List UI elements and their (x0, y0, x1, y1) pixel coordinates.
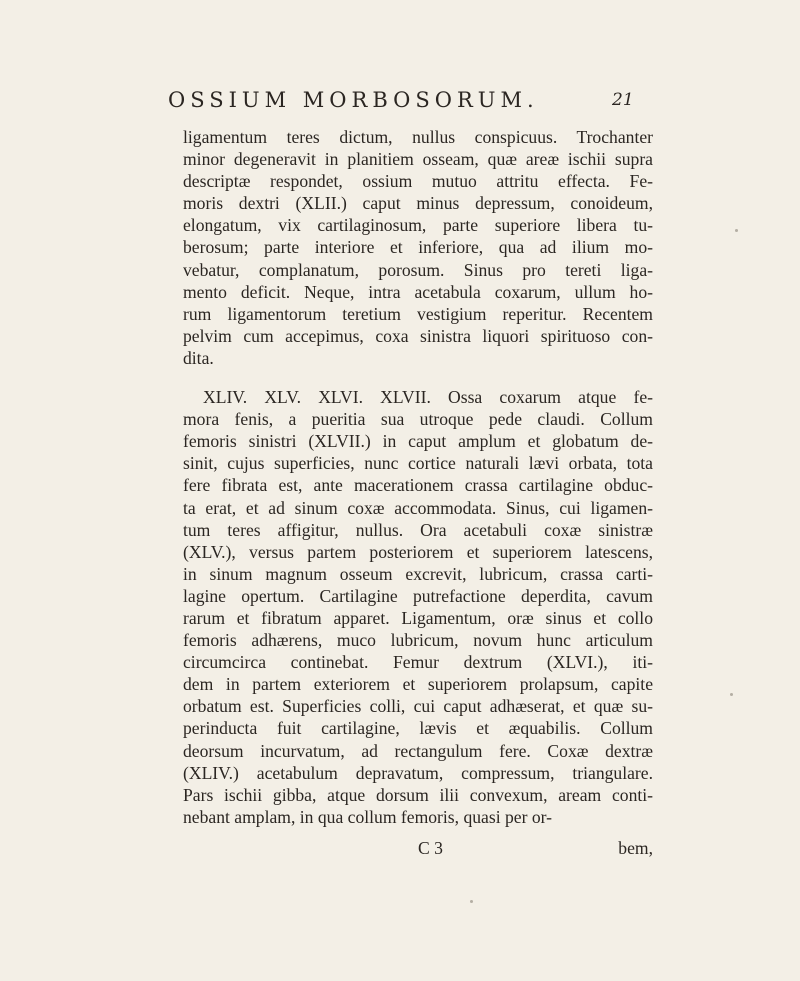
text-line: deorsum incurvatum, ad rectangulum fere. Coxæ dextræ (183, 740, 653, 761)
text-line: moris dextri (XLII.) caput minus depressum, conoideum, (183, 193, 653, 214)
text-line: pelvim cum accepimus, coxa sinistra liquori spirituoso con- (183, 325, 653, 346)
text-line: berosum; parte interiore et inferiore, qua ad ilium mo- (183, 237, 653, 258)
text-line: perinducta fuit cartilagine, lævis et æquabilis. Collum (183, 718, 653, 739)
text-line: minor degeneravit in planitiem osseam, quæ areæ ischii supra (183, 149, 653, 170)
text-line: mora fenis, a pueritia sua utroque pede claudi. Collum (183, 409, 653, 430)
text-line: sinit, cujus superficies, nunc cortice naturali lævi orbata, tota (183, 453, 653, 474)
text-line: tum teres affigitur, nullus. Ora acetabuli coxæ sinistræ (183, 519, 653, 540)
text-line: circumcirca continebat. Femur dextrum (XLVI.), iti- (183, 652, 653, 673)
text-line: XLIV. XLV. XLVI. XLVII. Ossa coxarum atque fe- (203, 387, 653, 408)
paper-speck (730, 693, 733, 696)
paper-speck (735, 229, 738, 232)
running-title: OSSIUM MORBOSORUM. (168, 88, 539, 112)
text-line: femoris sinistri (XLVII.) in caput amplum et globatum de- (183, 431, 653, 452)
text-line: (XLV.), versus partem posteriorem et superiorem latescens, (183, 541, 653, 562)
text-line: in sinum magnum osseum excrevit, lubricum, crassa carti- (183, 563, 653, 584)
text-line: elongatum, vix cartilaginosum, parte superiore libera tu- (183, 215, 653, 236)
text-line: ta erat, et ad sinum coxæ accommodata. Sinus, cui ligamen- (183, 497, 653, 518)
paragraph-gap (183, 369, 653, 386)
text-line: (XLIV.) acetabulum depravatum, compressum, triangulare. (183, 762, 653, 783)
body-text (183, 126, 653, 828)
text-line: femoris adhærens, muco lubricum, novum hunc articulum (183, 630, 653, 651)
text-line: Pars ischii gibba, atque dorsum ilii convexum, aream conti- (183, 784, 653, 805)
text-line: rarum et fibratum apparet. Ligamentum, oræ sinus et collo (183, 607, 653, 628)
text-line: ligamentum teres dictum, nullus conspicuus. Trochanter (183, 127, 653, 147)
text-line: lagine opertum. Cartilagine putrefactione deperdita, cavum (183, 585, 653, 606)
paragraph-1 (183, 126, 653, 369)
paper-speck (470, 900, 473, 903)
text-line: dita. (183, 347, 214, 368)
page-number: 21 (612, 90, 634, 110)
text-line: vebatur, complanatum, porosum. Sinus pro tereti liga- (183, 259, 653, 280)
text-line: descriptæ respondet, ossium mutuo attritu effecta. Fe- (183, 171, 653, 192)
catchword: bem, (618, 838, 653, 858)
text-line: fere fibrata est, ante macerationem crassa cartilagine obduc- (183, 475, 653, 496)
signature-mark: C 3 (418, 838, 443, 858)
text-line: rum ligamentorum teretium vestigium reperitur. Recentem (183, 303, 653, 324)
text-line: dem in partem exteriorem et superiorem prolapsum, capite (183, 674, 653, 695)
text-line: nebant amplam, in qua collum femoris, quasi per or- (183, 806, 553, 827)
text-line: orbatum est. Superficies colli, cui caput adhæserat, et quæ su- (183, 696, 653, 717)
paragraph-2 (183, 386, 653, 828)
text-line: mento deficit. Neque, intra acetabula coxarum, ullum ho- (183, 281, 653, 302)
catchline (183, 838, 653, 860)
